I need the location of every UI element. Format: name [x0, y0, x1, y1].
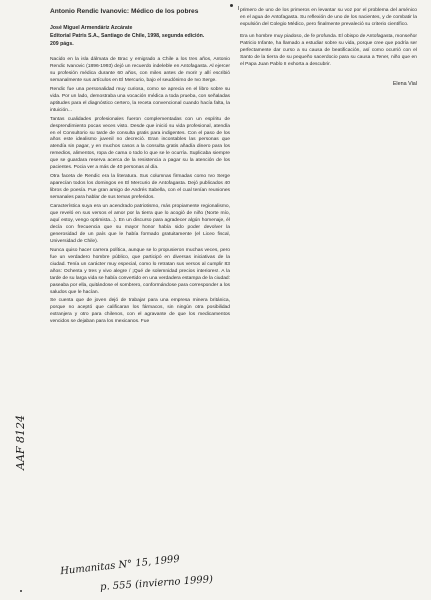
paragraph: primero de uno de los primeros en levantar su voz por el problema del arsénico en el agua de Antofagasta. Su reflexión de uno de los nacientes, y de combatir la expulsión del Colegio Médico, pero finalmente prevaleció su criterio científico. [240, 8, 417, 27]
scan-speck [230, 4, 233, 7]
paragraph: Nunca quiso hacer carrera política, aunque se lo propusieron muchas veces, pero fue un verdadero hombre público, que participó en diversas iniciativas de la ciudad. Tenía un carácter muy especial, como lo retratan sus versos al cumplir 83 años: Ochenta y tres y vivo alegre / ¡Qué de solemnidad precios interiores!. A la tarde de su larga vida se había convertido en una verdadera estampa de la ciudad: paseaba por ella, quitándose el sombrero, conformándose para corresponder a los saludos que le hacían. [50, 247, 230, 295]
paragraph: Tantas cualidades profesionales fueron complementadas con un espíritu de desprendimiento pocas veces visto. Desde que inició su vida profesional, atendía en el Consultorio su tarde de consulta gratis para indigentes. Con el paso de los años este idealismo juvenil no decreció. Eran incontables las personas que atendía sin pagar, y en muchos casos a la consulta gratis añadía dinero para los remedios, alimentos, ropa de cama o todo lo que se le ocurría. Suplicaba siempre que se guardara reserva acerca de la resistencia a pagar su la atención de los pacientes. Pocia ver a más de 40 personas al día. [50, 116, 230, 171]
book-publisher: Editorial Patris S.A., Santiago de Chile, 1998, segunda edición. [50, 33, 205, 39]
book-author: José Miguel Armendáriz Azcárate [50, 25, 133, 31]
paragraph: Se cuenta que de joven dejó de trabajar para una empresa minera británica, porque no aceptó que calificaran los fármacos, sin ningún otra posibilidad extranjera y otro para chilenos, con el agravante de que los medicamentos vencidos se dejaban para los mexicanos. Fue [50, 298, 230, 325]
handwritten-catalog-number: AAF 8124 [14, 414, 27, 470]
article-title: Antonio Rendic Ivanovic: Médico de los pobres [50, 8, 199, 15]
scan-speck [20, 590, 22, 592]
paragraph: Otra faceta de Rendic era la literatura. Sus columnas firmadas como Ivo Serge aparecían todos los domingos en El Mercurio de Antofagasta. Dejó publicados 40 libros de poesía. Fue gran amigo de Andrés Sabella, con el cual tenían reuniones semanales para hablar de sus temas preferidos. [50, 174, 230, 201]
column-divider [238, 6, 239, 10]
handwritten-page-note: p. 555 (invierno 1999) [99, 574, 214, 593]
author-signature: Elena Vial [392, 80, 417, 87]
right-column [240, 8, 417, 87]
paragraph: Era un hombre muy piadoso, de fe profunda. El obispo de Antofagasta, monseñor Patricio Infante, ha llamado a estudiar sobre su vida, porque cree que podría ser perfectamente dar curso a su causa de beatificación, así como ocurrió con el Santo de la tierra de su pequeño sacerdocio para su causa a Tener, niño que en el Papa Juan Pablo II exhorta a descubrir. [240, 33, 417, 67]
handwritten-source-note: Humanitas N° 15, 1999 [59, 553, 181, 578]
book-pages: 209 págs. [50, 41, 74, 47]
paragraph: Característica suya era un acendrado patriotismo, más propiamente regionalismo, que reveló en sus versos el amor por la tierra que lo acogió de niño (Norte mío, aquí estoy, vengo optimista...). En un discurso para agradecer algún homenaje, él decía con frecuencia que su mayor honor había sido poder devolver la generosidad de un país que le había formado gratuitamente (el Liceo fiscal, Universidad de Chile). [50, 204, 230, 244]
left-column [50, 8, 230, 328]
paragraph: Nacido en la isla dálmata de Brac y emigrado a Chile a los tres años, Antonio Rendic Ivanovic (1896-1993) dejó un recuerdo indeleble en Antofagasta. Al ejercer su profesión médica durante 60 años, con miles antes de morir y allí escribió semanalmente sus artículos en El Mercurio, bajo el seudónimo de Ivo Serge. [50, 57, 230, 83]
paragraph: Rendic fue una personalidad muy curiosa, como se aprecia en el libro sobre su vida. Por un lado, demostraba una vocación médica a toda prueba, con señaladas aptitudes para el diagnóstico certero, la receta convencional cuando hacía falta, la intuición... [50, 86, 230, 113]
